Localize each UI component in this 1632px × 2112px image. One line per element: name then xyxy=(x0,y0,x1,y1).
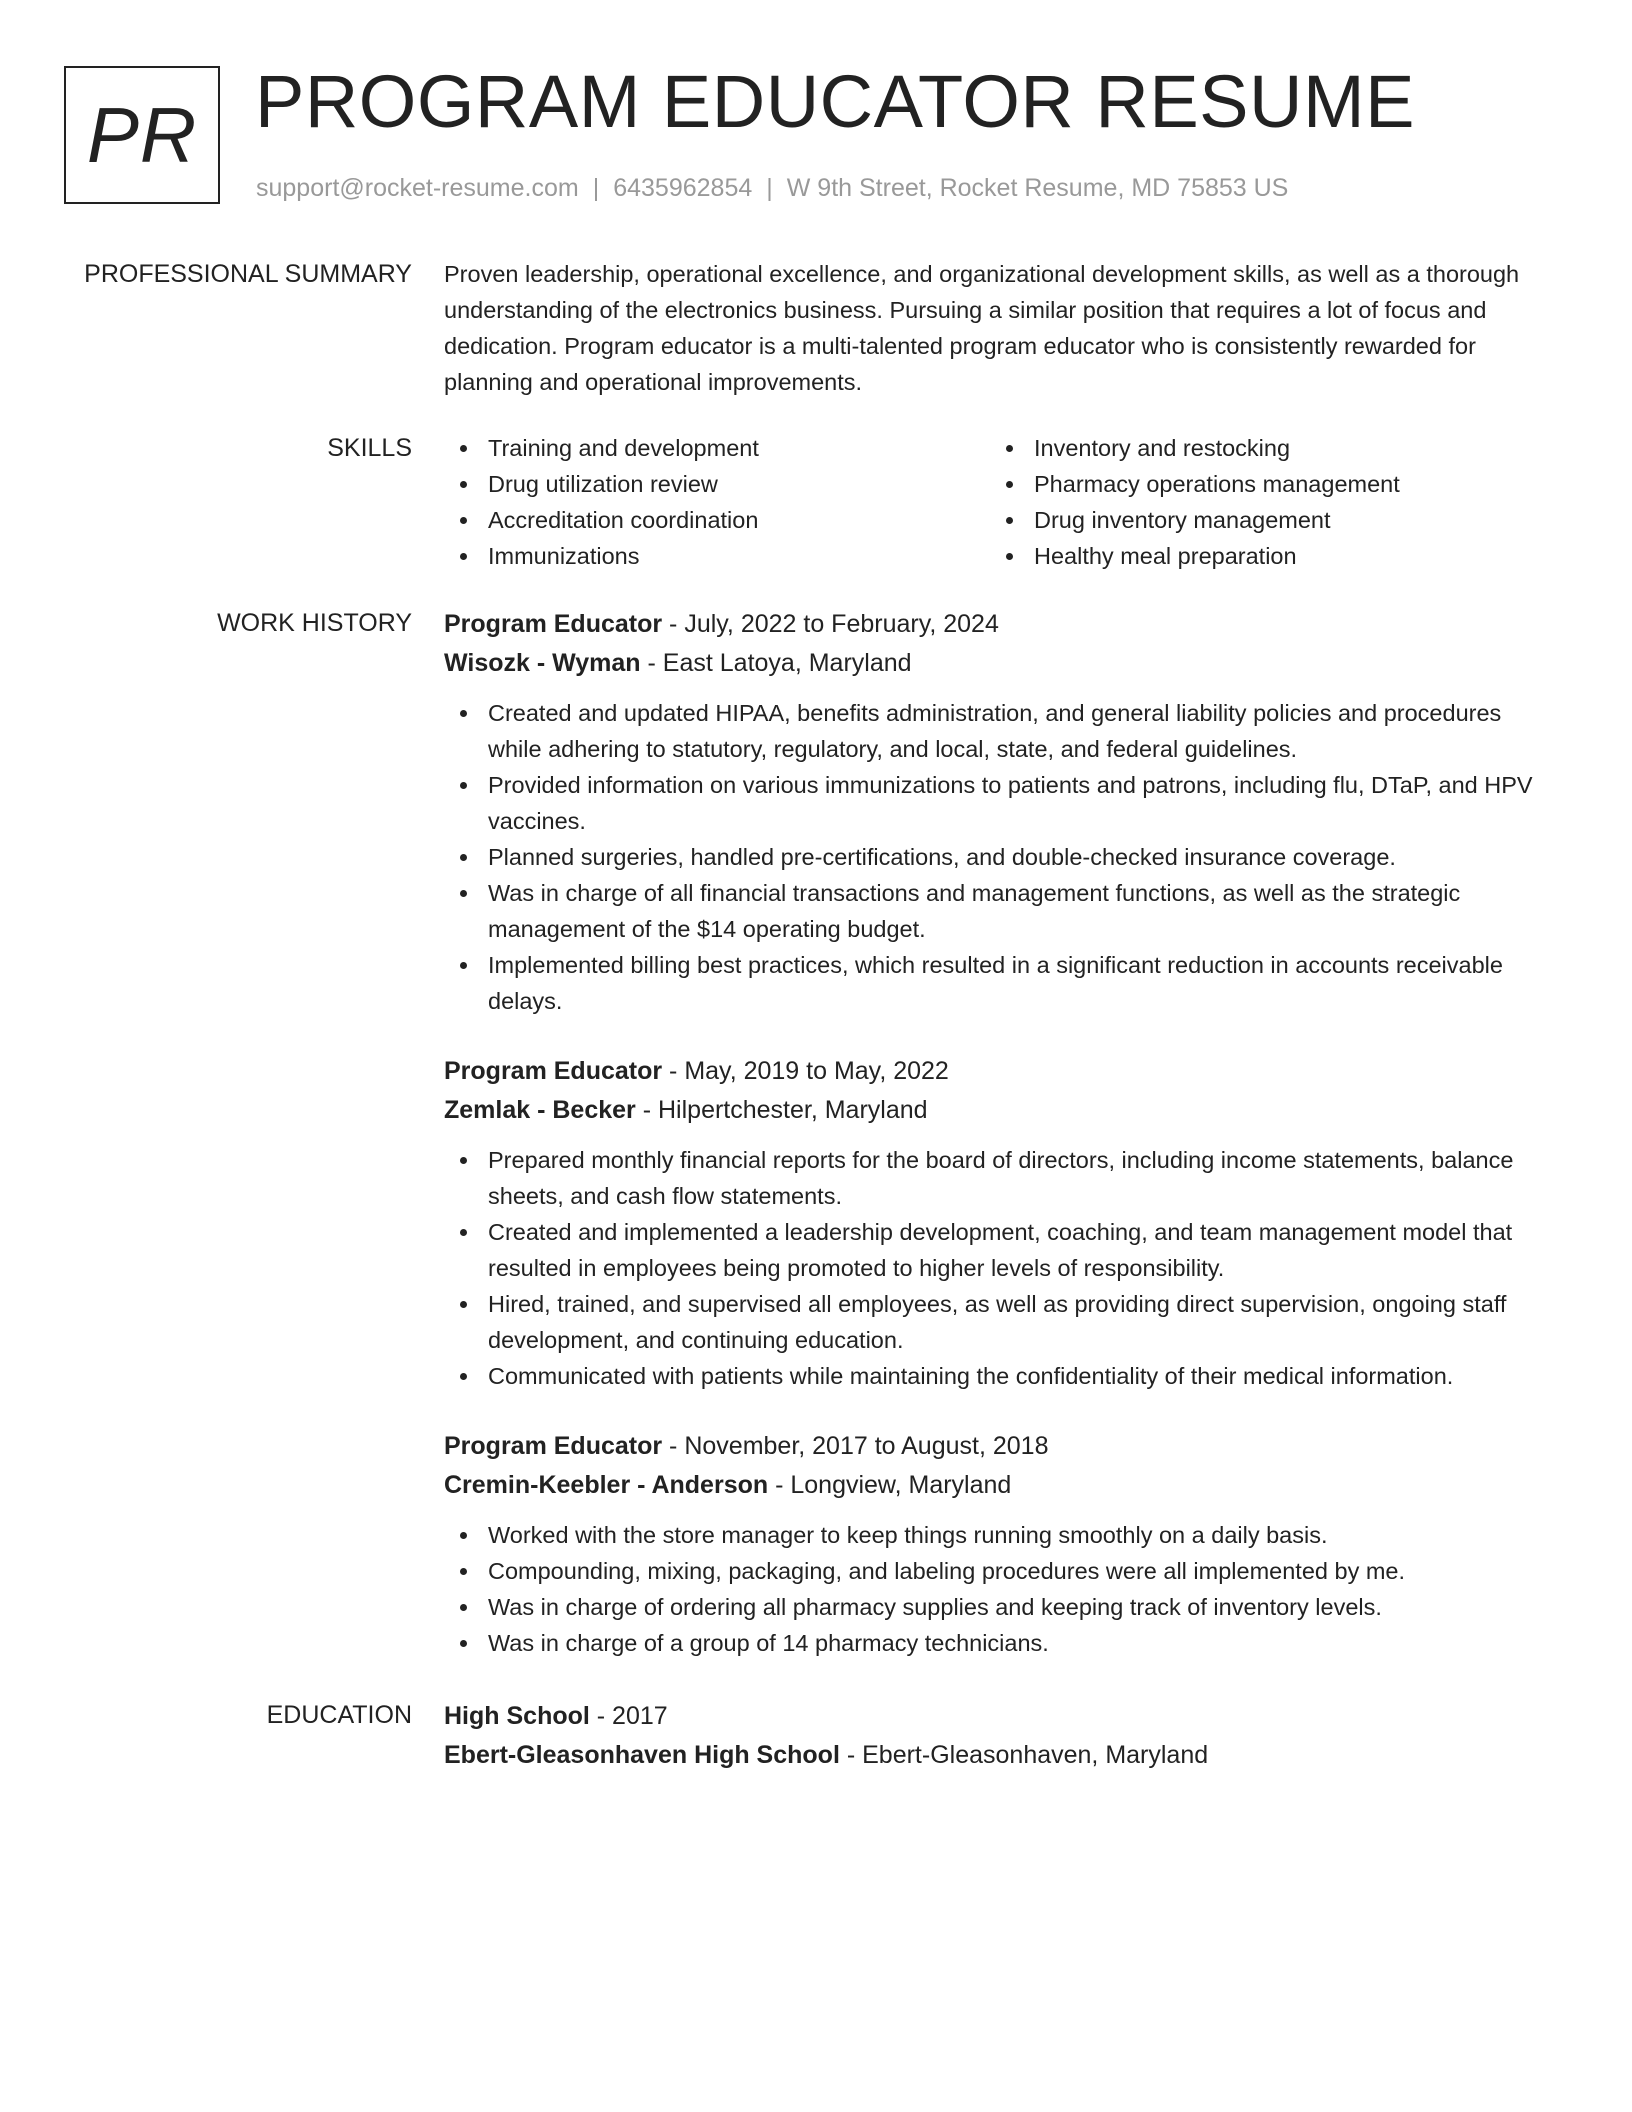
job-entry xyxy=(444,605,1559,1019)
skills-grid xyxy=(444,430,1559,574)
job-bullets xyxy=(444,1142,1559,1394)
section-label-education: EDUCATION xyxy=(266,1701,412,1729)
job-bullet: Communicated with patients while maintaining the confidentiality of their medical information. xyxy=(444,1358,1559,1394)
summary-text: Proven leadership, operational excellence, and organizational development skills, as well as a thorough understanding of the electronics business. Pursuing a similar position that requires a lot of focus and dedication. Program educator is a multi-talented program educator who is consistently rewarded for planning and operational improvements. xyxy=(444,261,1520,395)
job-company-line xyxy=(444,1466,1559,1505)
education-school: Ebert-Gleasonhaven High School xyxy=(444,1741,840,1769)
job-bullet: Created and implemented a leadership development, coaching, and team management model that resulted in employees being promoted to higher levels of responsibility. xyxy=(444,1214,1559,1286)
job-title-line xyxy=(444,605,1559,644)
contact-line xyxy=(256,172,1288,204)
skills-column-right xyxy=(990,430,1536,574)
job-dates: - July, 2022 to February, 2024 xyxy=(662,610,999,638)
job-bullet: Compounding, mixing, packaging, and labeling procedures were all implemented by me. xyxy=(444,1553,1559,1589)
skill-item: Drug inventory management xyxy=(990,502,1536,538)
job-bullet: Prepared monthly financial reports for the board of directors, including income statements, balance sheets, and cash flow statements. xyxy=(444,1142,1559,1214)
contact-separator: | xyxy=(592,174,600,202)
section-label-skills: SKILLS xyxy=(327,434,412,462)
job-title: Program Educator xyxy=(444,610,663,638)
job-bullet: Created and updated HIPAA, benefits administration, and general liability policies and procedures while adhering to statutory, regulatory, and local, state, and federal guidelines. xyxy=(444,695,1559,767)
job-bullet: Provided information on various immunizations to patients and patrons, including flu, DTaP, and HPV vaccines. xyxy=(444,767,1559,839)
skill-item: Training and development xyxy=(444,430,990,466)
job-location: - East Latoya, Maryland xyxy=(640,649,912,677)
job-bullet: Was in charge of ordering all pharmacy supplies and keeping track of inventory levels. xyxy=(444,1589,1559,1625)
skills-column-left xyxy=(444,430,990,574)
education-degree: High School xyxy=(444,1702,590,1730)
job-company-line xyxy=(444,644,1559,683)
contact-address: W 9th Street, Rocket Resume, MD 75853 US xyxy=(786,174,1289,202)
monogram-initials: PR xyxy=(86,90,198,179)
job-title-line xyxy=(444,1052,1559,1091)
summary-body xyxy=(444,256,1559,400)
education-location: - Ebert-Gleasonhaven, Maryland xyxy=(839,1741,1209,1769)
section-label-summary: PROFESSIONAL SUMMARY xyxy=(84,260,412,288)
skill-item: Immunizations xyxy=(444,538,990,574)
job-company: Wisozk - Wyman xyxy=(444,649,641,677)
skill-item: Accreditation coordination xyxy=(444,502,990,538)
page-title: PROGRAM EDUCATOR RESUME xyxy=(255,60,1415,143)
section-label-work: WORK HISTORY xyxy=(217,609,412,637)
education-degree-line xyxy=(444,1697,1559,1736)
skills-body xyxy=(444,430,1559,574)
job-company: Zemlak - Becker xyxy=(444,1096,636,1124)
skill-item: Drug utilization review xyxy=(444,466,990,502)
contact-phone: 6435962854 xyxy=(613,174,753,202)
job-dates: - May, 2019 to May, 2022 xyxy=(662,1057,949,1085)
job-company-line xyxy=(444,1091,1559,1130)
job-location: - Longview, Maryland xyxy=(768,1471,1012,1499)
job-location: - Hilpertchester, Maryland xyxy=(635,1096,928,1124)
job-dates: - November, 2017 to August, 2018 xyxy=(662,1432,1049,1460)
job-entry xyxy=(444,1427,1559,1661)
education-body xyxy=(444,1697,1559,1775)
monogram-box xyxy=(64,66,220,204)
job-bullet: Was in charge of all financial transactions and management functions, as well as the strategic management of the $14 operating budget. xyxy=(444,875,1559,947)
job-bullets xyxy=(444,695,1559,1019)
job-bullets xyxy=(444,1517,1559,1661)
job-entry xyxy=(444,1052,1559,1394)
job-bullet: Worked with the store manager to keep things running smoothly on a daily basis. xyxy=(444,1517,1559,1553)
job-bullet: Implemented billing best practices, which resulted in a significant reduction in accounts receivable delays. xyxy=(444,947,1559,1019)
job-bullet: Was in charge of a group of 14 pharmacy technicians. xyxy=(444,1625,1559,1661)
job-title: Program Educator xyxy=(444,1057,663,1085)
skill-item: Inventory and restocking xyxy=(990,430,1536,466)
job-company: Cremin-Keebler - Anderson xyxy=(444,1471,769,1499)
contact-separator: | xyxy=(766,174,773,202)
job-bullet: Hired, trained, and supervised all employees, as well as providing direct supervision, ongoing staff development, and continuing education. xyxy=(444,1286,1559,1358)
education-school-line xyxy=(444,1736,1559,1775)
job-title: Program Educator xyxy=(444,1432,663,1460)
job-title-line xyxy=(444,1427,1559,1466)
education-year: - 2017 xyxy=(589,1702,668,1730)
skill-item: Healthy meal preparation xyxy=(990,538,1536,574)
skill-item: Pharmacy operations management xyxy=(990,466,1536,502)
job-bullet: Planned surgeries, handled pre-certifications, and double-checked insurance coverage. xyxy=(444,839,1559,875)
contact-email: support@rocket-resume.com xyxy=(256,174,579,202)
